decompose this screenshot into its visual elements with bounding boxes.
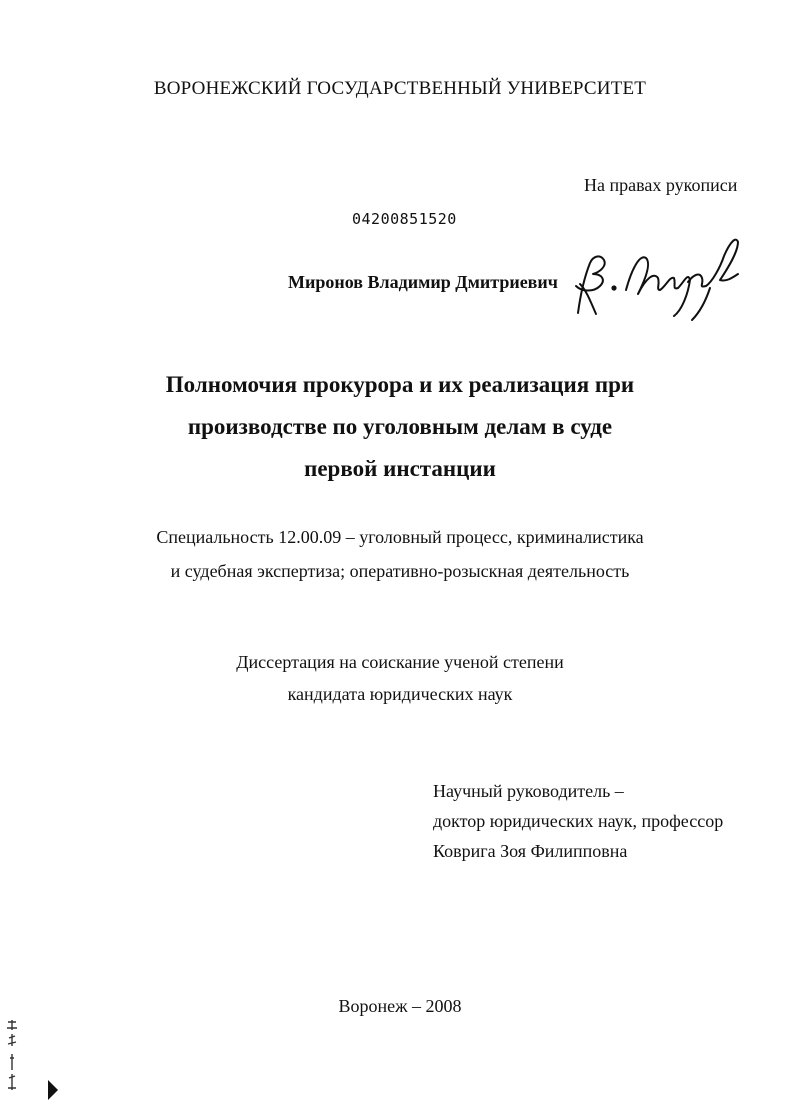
city-year: Воронеж – 2008 <box>338 996 462 1016</box>
degree-line-2: кандидата юридических наук <box>287 684 513 704</box>
degree-line-1: Диссертация на соискание ученой степени <box>236 652 564 672</box>
supervisor-name: Коврига Зоя Филипповна <box>433 841 628 861</box>
degree-block <box>0 646 800 710</box>
specialty-block <box>0 520 800 588</box>
supervisor-degree: доктор юридических наук, профессор <box>433 811 724 831</box>
specialty-line-2: и судебная экспертиза; оперативно-розыскная деятельность <box>170 561 630 581</box>
scan-artifact-marks <box>4 1018 20 1100</box>
title-line-3: первой инстанции <box>304 456 496 481</box>
author-name: Миронов Владимир Дмитриевич <box>288 272 558 292</box>
supervisor-block <box>433 776 723 866</box>
document-number: 04200851520 <box>352 210 457 228</box>
supervisor-role: Научный руководитель – <box>433 781 624 801</box>
title-line-2: производстве по уголовным делам в суде <box>187 414 613 439</box>
title-line-1: Полномочия прокурора и их реализация при <box>165 372 635 397</box>
university-name: ВОРОНЕЖСКИЙ ГОСУДАРСТВЕННЫЙ УНИВЕРСИТЕТ <box>153 78 647 99</box>
specialty-line-1: Специальность 12.00.09 – уголовный процесс, криминалистика <box>156 527 644 547</box>
rights-notice: На правах рукописи <box>584 175 738 195</box>
dissertation-title <box>0 364 800 490</box>
arrow-marker-icon <box>46 1078 60 1102</box>
signature-image <box>560 228 750 323</box>
